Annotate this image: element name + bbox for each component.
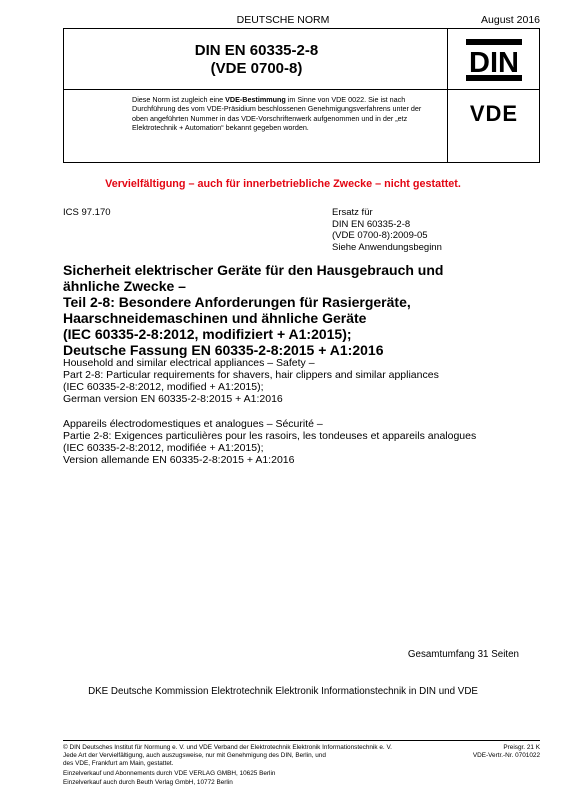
vde-determination-note <box>132 95 437 132</box>
german-title <box>63 262 523 358</box>
english-title-line: Part 2-8: Particular requirements for shavers, hair clippers and similar appliances <box>63 369 439 381</box>
publication-date: August 2016 <box>481 14 540 26</box>
english-title <box>63 357 533 405</box>
sales-line: Einzelverkauf auch durch Beuth Verlag GmbH, 10772 Berlin <box>63 778 233 786</box>
english-title-line: (IEC 60335-2-8:2012, modified + A1:2015); <box>63 381 264 393</box>
vde-distribution-number: VDE-Vertr.-Nr. 0701022 <box>472 752 540 759</box>
vde-number: (VDE 0700-8) <box>210 60 303 77</box>
german-title-line: Sicherheit elektrischer Geräte für den Hausgebrauch und <box>63 262 444 278</box>
footer-divider <box>63 740 540 741</box>
copyright-line: © DIN Deutsches Institut für Normung e. V. und VDE Verband der Elektrotechnik Elektronik Informationstechnik e. V. <box>63 744 392 751</box>
title-box <box>63 28 540 163</box>
french-title <box>63 418 533 466</box>
german-title-line: Deutsche Fassung EN 60335-2-8:2015 + A1:2016 <box>63 342 384 358</box>
german-title-line: Teil 2-8: Besondere Anforderungen für Rasiergeräte, <box>63 294 411 310</box>
german-title-line: ähnliche Zwecke – <box>63 278 186 294</box>
dke-committee: DKE Deutsche Kommission Elektrotechnik Elektronik Informationstechnik in DIN und VDE <box>88 686 478 697</box>
french-title-line: Appareils électrodomestiques et analogues – Sécurité – <box>63 418 323 430</box>
copyright-line: des VDE, Frankfurt am Main, gestattet. <box>63 760 174 767</box>
total-pages: Gesamtumfang 31 Seiten <box>407 649 519 660</box>
german-title-line: (IEC 60335-2-8:2012, modifiziert + A1:2015); <box>63 326 352 342</box>
reproduction-warning: Vervielfältigung – auch für innerbetriebliche Zwecke – nicht gestattet. <box>105 178 461 190</box>
replacement-line: Ersatz für <box>332 207 373 218</box>
replacement-info <box>332 207 442 253</box>
french-title-line: Partie 2-8: Exigences particulières pour les rasoirs, les tondeuses et appareils analogues <box>63 430 477 442</box>
french-title-line: (IEC 60335-2-8:2012, modifiée + A1:2015); <box>63 442 264 454</box>
price-info <box>473 744 540 760</box>
document-type-header: DEUTSCHE NORM <box>236 14 330 26</box>
german-title-line: Haarschneidemaschinen und ähnliche Geräte <box>63 310 367 326</box>
replacement-line: DIN EN 60335-2-8 <box>332 218 411 230</box>
standard-number: DIN EN 60335-2-8 <box>194 42 319 59</box>
copyright-line: Jede Art der Vervielfältigung, auch auszugsweise, nur mit Genehmigung des DIN, Berlin, und <box>63 752 326 759</box>
copyright-notice <box>63 744 423 768</box>
ics-code: ICS 97.170 <box>63 207 111 218</box>
title-box-logos <box>448 28 540 163</box>
logo-divider <box>448 89 539 90</box>
replacement-line: Siehe Anwendungsbeginn <box>332 241 442 253</box>
price-group: Preisgr. 21 K <box>503 744 540 751</box>
sales-line: Einzelverkauf und Abonnements durch VDE VERLAG GMBH, 10625 Berlin <box>63 770 276 777</box>
replacement-line: (VDE 0700-8):2009-05 <box>332 230 428 241</box>
vde-note-rest: im Sinne von VDE 0022. Sie ist nach Durchführung des vom VDE-Präsidium beschlossenen Genehmigungsverfahrens unter der oben angeführten Nummer in das VDE-Vorschriftenwerk aufgenommen und in der „etz Elektrotechnik + Automation“ bekannt gegeben worden. <box>132 95 422 132</box>
english-title-line: Household and similar electrical appliances – Safety – <box>63 357 315 369</box>
french-title-line: Version allemande EN 60335-2-8:2015 + A1:2016 <box>63 454 295 466</box>
din-logo <box>465 38 523 82</box>
vde-note-prefix: Diese Norm ist zugleich eine <box>132 95 226 104</box>
title-box-divider <box>64 89 447 90</box>
sales-info <box>63 770 275 787</box>
vde-logo: VDE <box>469 101 519 126</box>
title-box-main <box>63 28 448 163</box>
english-title-line: German version EN 60335-2-8:2015 + A1:2016 <box>63 393 283 405</box>
vde-note-bold: VDE-Bestimmung <box>225 95 286 104</box>
din-logo-text: DIN <box>469 47 519 79</box>
